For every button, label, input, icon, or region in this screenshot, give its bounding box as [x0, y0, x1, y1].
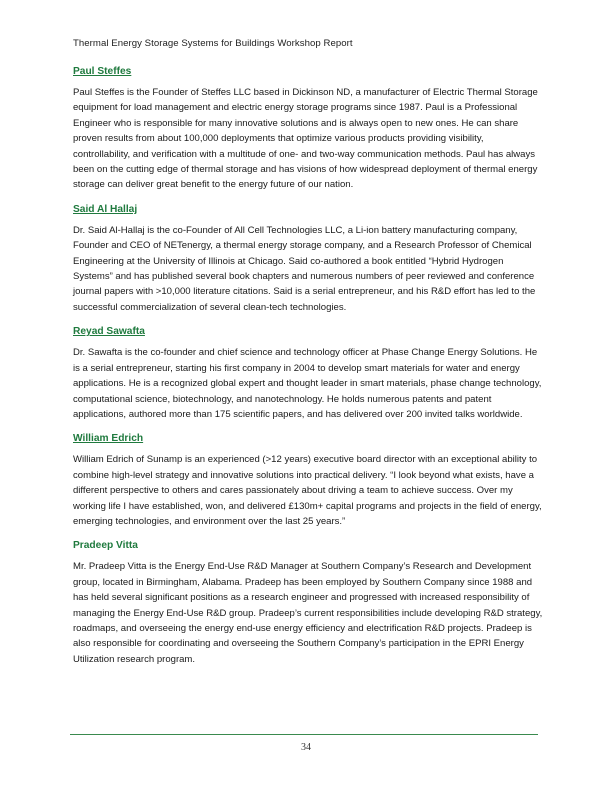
bio-text: Mr. Pradeep Vitta is the Energy End-Use R&D Manager at Southern Company’s Research and Development group, located in Birmingham, Alabama. Pradeep has been employed by Southern Company since 1988 and has held several significant positions as a research engineer and progressed with increased responsibility of managing the Energy End-Use R&D group. Pradeep’s current responsibilities include developing R&D strategy, roadmaps, and overseeing the energy end-use energy efficiency and electrification R&D projects. Pradeep is also responsible for coordinating and overseeing the Southern Company’s participation in the EPRI Energy Utilization research program.	[73, 561, 543, 665]
bio-pradeep-vitta	[73, 540, 543, 667]
bio-text: Paul Steffes is the Founder of Steffes LLC based in Dickinson ND, a manufacturer of Electric Thermal Storage equipment for load management and electric energy storage programs since 1987. Paul is a Professional Engineer who is responsible for many innovative solutions and is always open to new ones. He can share proven results from about 100,000 deployments that optimize various products providing visibility, controllability, and verification with a multitude of one- and two-way communication methods. Paul has always been on the cutting edge of thermal storage and has visions of how widespread deployment of thermal energy storage can deliver great benefit to the energy future of our nation.	[73, 87, 538, 191]
running-header: Thermal Energy Storage Systems for Buildings Workshop Report	[73, 38, 353, 49]
bio-text: Dr. Sawafta is the co-founder and chief science and technology officer at Phase Change Energy Solutions. He is a serial entrepreneur, starting his first company in 2004 to develop smart materials for water and energy applications. He is a recognized global expert and thought leader in smart materials, phase change technology, computational science, biotechnology, and nanotechnology. He holds numerous patents and patent applications, authored more than 175 scientific papers, and has delivered over 200 invited talks worldwide.	[73, 347, 542, 420]
bio-said-al-hallaj	[73, 204, 543, 315]
bio-name: Reyad Sawafta	[73, 326, 145, 338]
bio-william-edrich	[73, 433, 543, 529]
footer-divider	[70, 734, 538, 735]
bio-paul-steffes	[73, 66, 543, 193]
page-number: 34	[301, 742, 311, 753]
bio-reyad-sawafta	[73, 326, 543, 422]
bio-name: Pradeep Vitta	[73, 540, 138, 552]
bio-text: William Edrich of Sunamp is an experienced (>12 years) executive board director with an exceptional ability to combine high-level strategy and innovative solutions into practical delivery. “I look beyond what exists, have a different perspective to others and cares passionately about driving a team to achieve success. Over my working life I have established, won, and delivered £130m+ capital programs and projects in the field of energy, emerging technologies, and environment over the last 25 years.”	[73, 454, 542, 527]
bios-section	[73, 66, 543, 678]
bio-name: Said Al Hallaj	[73, 203, 138, 215]
bio-name: William Edrich	[73, 433, 144, 445]
bio-text: Dr. Said Al-Hallaj is the co-Founder of All Cell Technologies LLC, a Li-ion battery manufacturing company, Founder and CEO of NETenergy, a thermal energy storage company, and a Research Professor of Chemical Engineering at the University of Illinois at Chicago. Said co-authored a book entitled “Hybrid Hydrogen Systems” and has published several book chapters and numerous numbers of peer reviewed and conference journal papers with >10,000 literature citations. Said is a serial entrepreneur, and his R&D effort has led to the successful commercialization of several clean-tech technologies.	[73, 224, 536, 313]
bio-name: Paul Steffes	[73, 66, 132, 77]
